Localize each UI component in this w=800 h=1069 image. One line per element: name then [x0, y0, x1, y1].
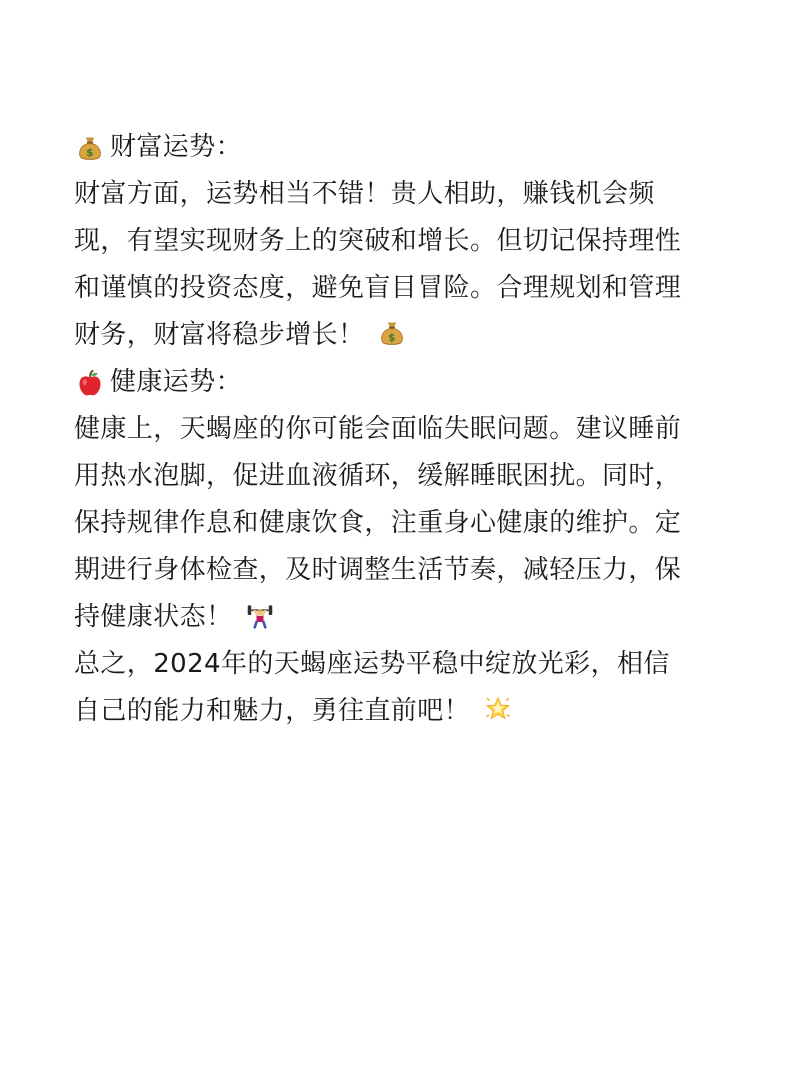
wealth-line-4 — [74, 312, 734, 359]
health-line-3: 保持规律作息和健康饮食，注重身心健康的维护。定 — [74, 508, 682, 538]
health-line-1: 健康上，天蝎座的你可能会面临失眠问题。建议睡前 — [74, 414, 682, 444]
wealth-heading-text: 财富运势： — [110, 132, 243, 162]
summary-line-2-text: 自己的能力和魅力，勇往直前吧！ — [74, 696, 471, 726]
wealth-line-1: 财富方面，运势相当不错！贵人相助，赚钱机会频 — [74, 179, 655, 209]
summary-line-1: 总之，2024年的天蝎座运势平稳中绽放光彩，相信 — [74, 649, 670, 679]
wealth-heading — [74, 124, 734, 171]
money-bag-icon — [76, 134, 104, 162]
weightlifter-icon — [246, 601, 274, 629]
apple-icon — [76, 369, 104, 397]
summary-line-2 — [74, 688, 734, 735]
svg-text:$: $ — [86, 146, 94, 159]
health-line-5 — [74, 594, 734, 641]
svg-text:$: $ — [388, 331, 397, 344]
health-line-2: 用热水泡脚，促进血液循环，缓解睡眠困扰。同时， — [74, 461, 682, 491]
wealth-line-3: 和谨慎的投资态度，避免盲目冒险。合理规划和管理 — [74, 273, 682, 303]
health-line-5-text: 持健康状态！ — [74, 602, 233, 632]
glowing-star-icon — [484, 695, 512, 723]
wealth-line-4-text: 财务，财富将稳步增长！ — [74, 320, 365, 350]
health-heading — [74, 359, 734, 406]
health-heading-text: 健康运势： — [110, 367, 243, 397]
wealth-line-2: 现，有望实现财务上的突破和增长。但切记保持理性 — [74, 226, 682, 256]
money-bag-icon — [378, 319, 406, 347]
horoscope-text — [74, 124, 734, 735]
health-line-4: 期进行身体检查，及时调整生活节奏，减轻压力，保 — [74, 555, 682, 585]
